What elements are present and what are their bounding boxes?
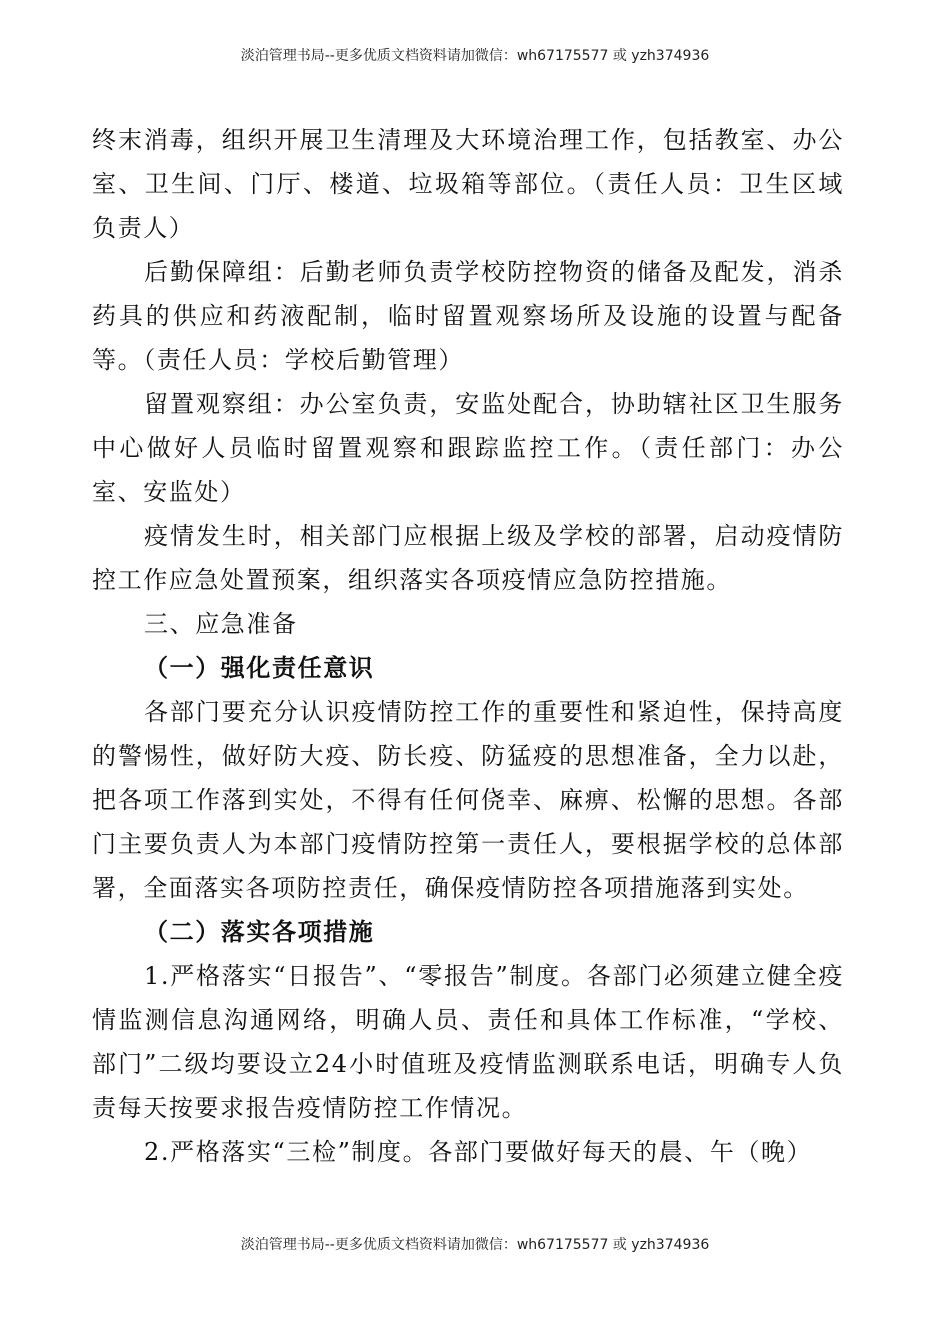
subsection-heading-measures: （二）落实各项措施 (144, 918, 375, 946)
paragraph-logistics-group: 后勤保障组：后勤老师负责学校防控物资的储备及配发，消杀药具的供应和药液配制，临时留置观察场所及设施的设置与配备等。（责任人员：学校后勤管理） (92, 258, 844, 374)
document-body (92, 118, 844, 1174)
paragraph-three-checks: 2.严格落实“三检”制度。各部门要做好每天的晨、午（晚） (144, 1138, 813, 1166)
paragraph-outbreak-response: 疫情发生时，相关部门应根据上级及学校的部署，启动疫情防控工作应急处置预案，组织落实各项疫情应急防控措施。 (92, 522, 844, 594)
subsection-heading-responsibility: （一）强化责任意识 (144, 654, 375, 682)
paragraph-cleaning: 终末消毒，组织开展卫生清理及大环境治理工作，包括教室、办公室、卫生间、门厅、楼道、垃圾箱等部位。（责任人员：卫生区域负责人） (92, 126, 844, 242)
paragraph-responsibility: 各部门要充分认识疫情防控工作的重要性和紧迫性，保持高度的警惕性，做好防大疫、防长疫、防猛疫的思想准备，全力以赴，把各项工作落到实处，不得有任何侥幸、麻痹、松懈的思想。各部门主要负责人为本部门疫情防控第一责任人，要根据学校的总体部署，全面落实各项防控责任，确保疫情防控各项措施落到实处。 (92, 698, 844, 902)
page-header: 淡泊管理书局--更多优质文档资料请加微信：wh67175577 或 yzh374936 (240, 48, 710, 64)
paragraph-daily-report: 1.严格落实“日报告”、“零报告”制度。各部门必须建立健全疫情监测信息沟通网络，明确人员、责任和具体工作标准，“学校、部门”二级均要设立24小时值班及疫情监测联系电话，明确专人负责每天按要求报告疫情防控工作情况。 (92, 962, 844, 1122)
page-footer: 淡泊管理书局--更多优质文档资料请加微信：wh67175577 或 yzh374936 (240, 1237, 710, 1253)
section-heading-emergency-preparation: 三、应急准备 (144, 610, 298, 638)
paragraph-observation-group: 留置观察组：办公室负责，安监处配合，协助辖社区卫生服务中心做好人员临时留置观察和跟踪监控工作。（责任部门：办公室、安监处） (92, 390, 844, 506)
